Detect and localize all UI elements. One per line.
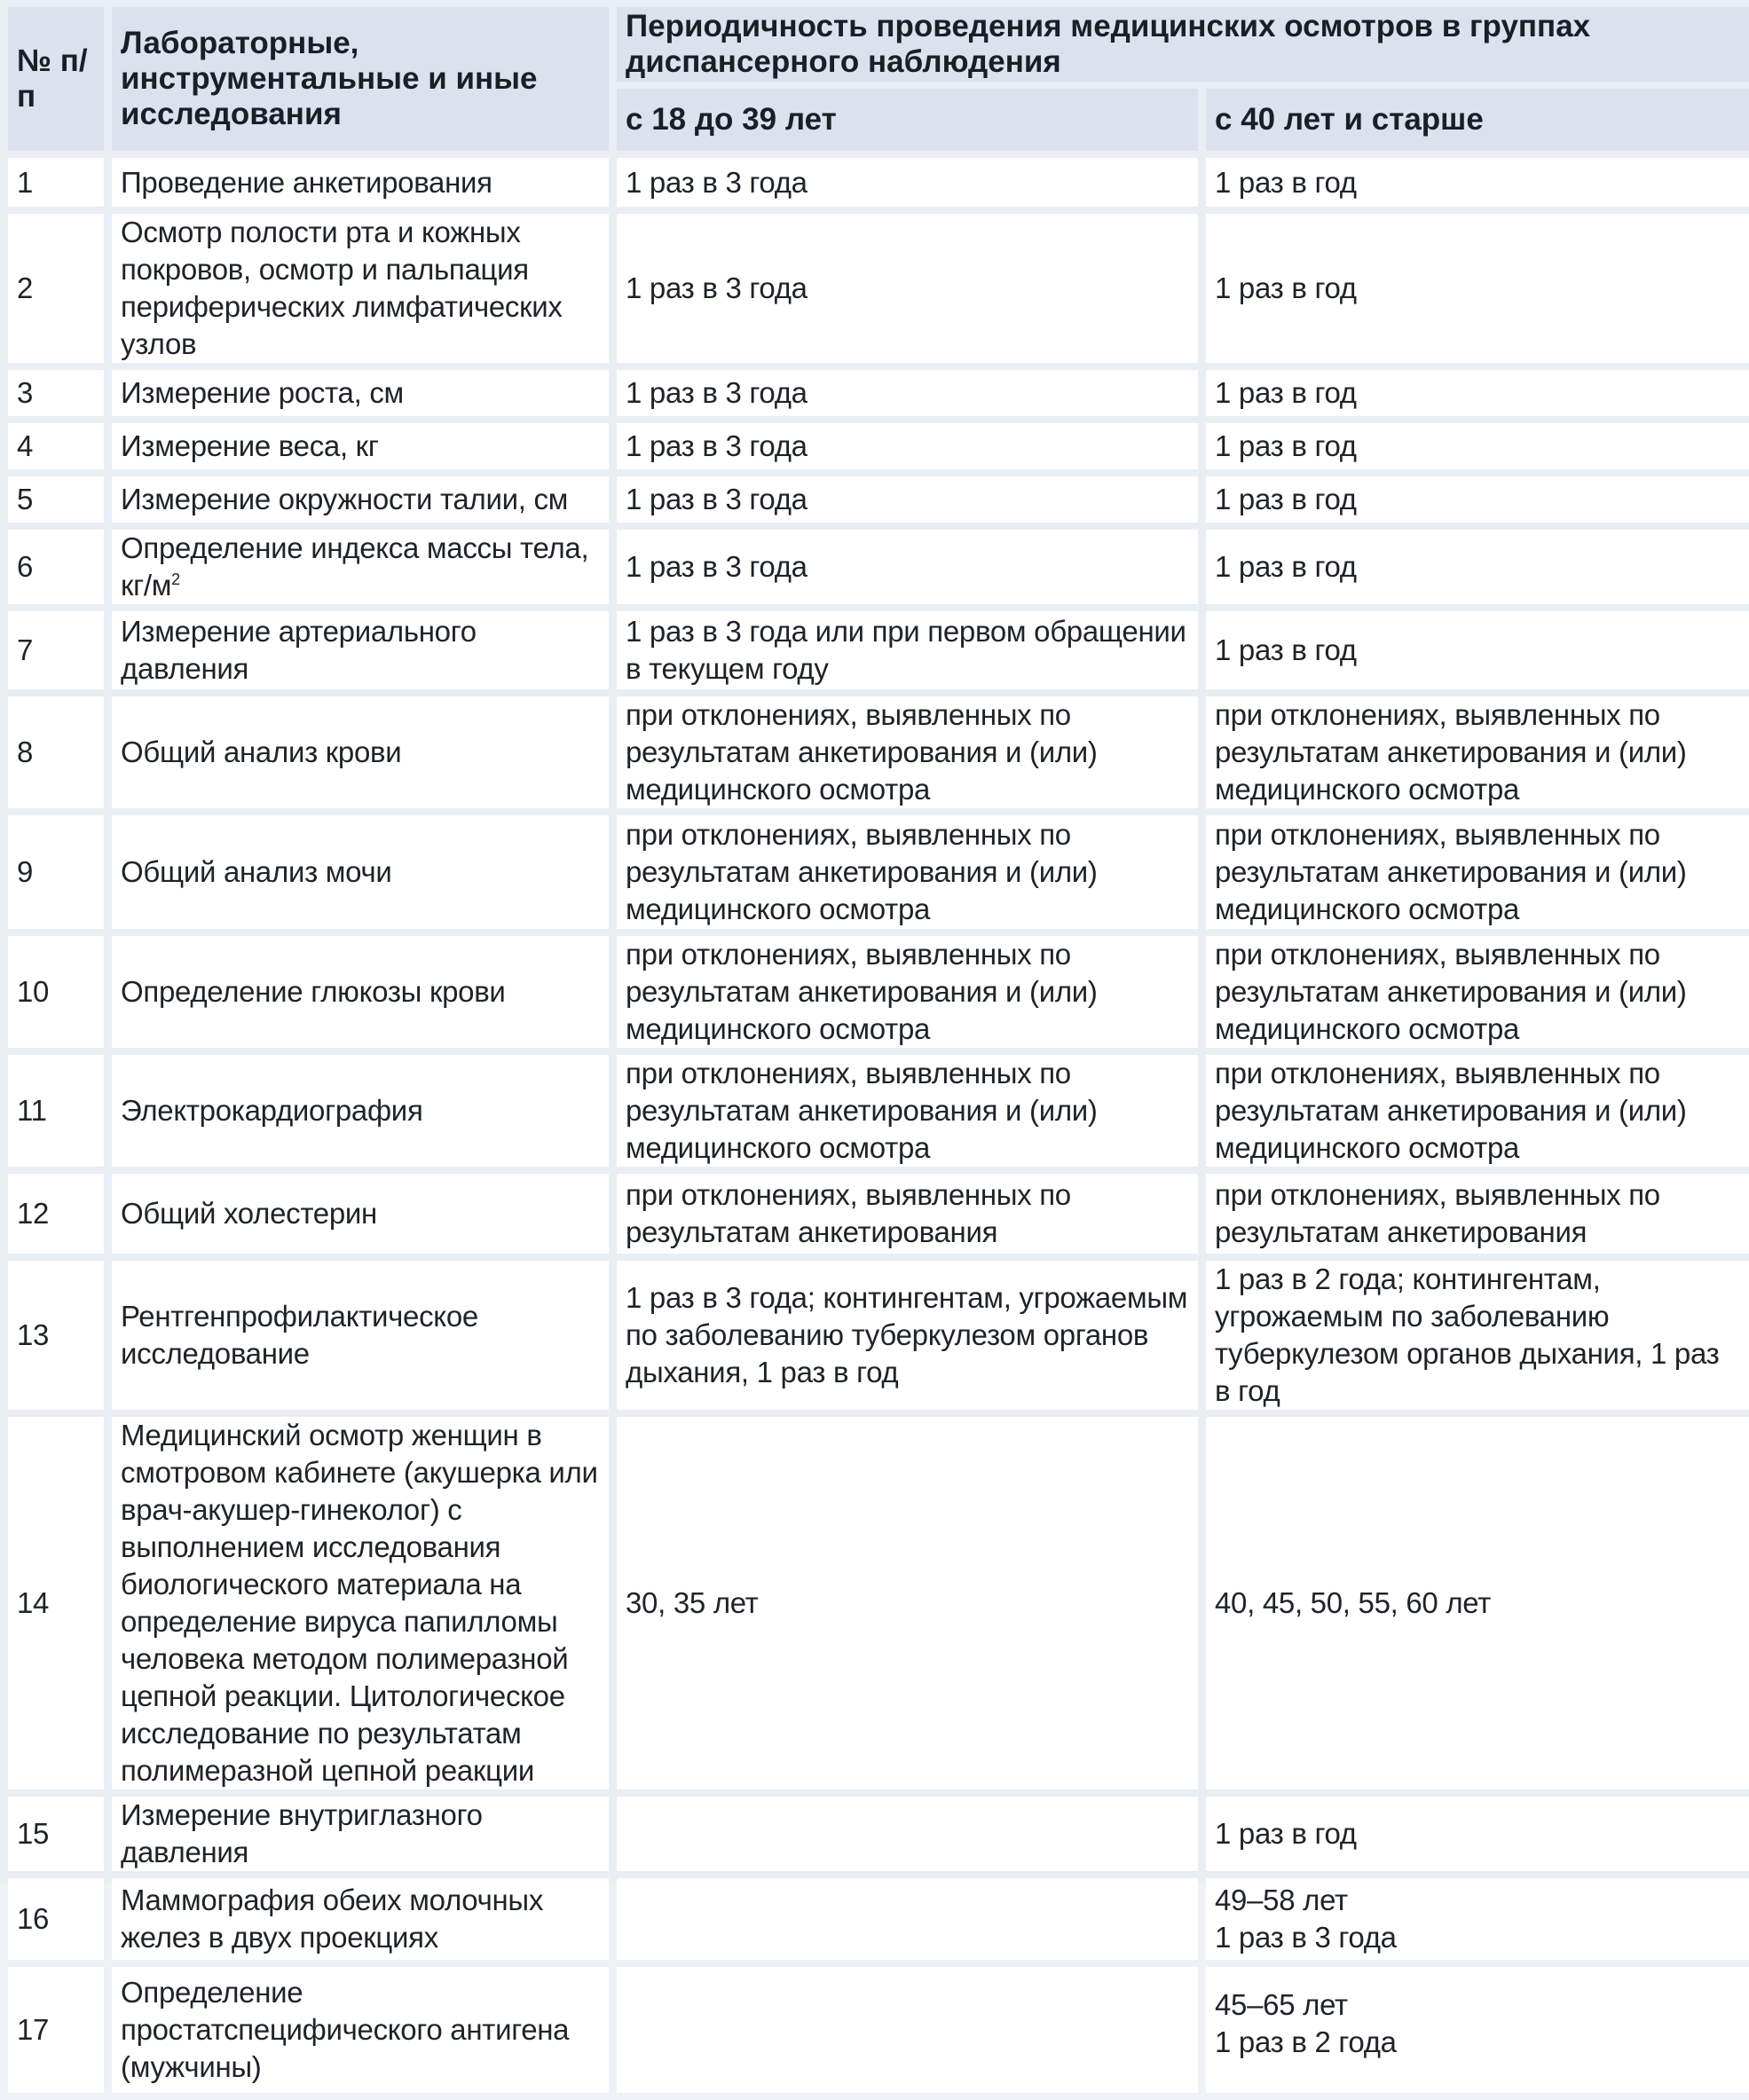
row-examination: Определение простатспецифического антигена (мужчины) [112, 1967, 609, 2093]
table-row [8, 1967, 1749, 2093]
row-period-40-plus: 1 раз в год [1206, 1797, 1749, 1871]
row-examination: Измерение внутриглазного давления [112, 1797, 609, 1871]
table-row [8, 1878, 1749, 1960]
row-period-18-39: 1 раз в 3 года [617, 370, 1198, 416]
row-number: 8 [8, 696, 104, 808]
row-number: 10 [8, 936, 104, 1048]
table-row [8, 530, 1749, 604]
row-period-18-39: 1 раз в 3 года [617, 158, 1198, 207]
row-period-18-39: 1 раз в 3 года [617, 214, 1198, 363]
row-examination: Общий анализ крови [112, 696, 609, 808]
table-row [8, 1797, 1749, 1871]
row-period-18-39 [617, 1967, 1198, 2093]
row-period-18-39: 1 раз в 3 года [617, 530, 1198, 604]
row-period-40-plus [1206, 1967, 1749, 2093]
row-number: 12 [8, 1174, 104, 1254]
row-period-18-39: 1 раз в 3 года; контингентам, угрожаемым по заболеванию туберкулезом органов дыхания, 1 раз в год [617, 1261, 1198, 1410]
row-period-18-39: при отклонениях, выявленных по результатам анкетирования и (или) медицинского осмотра [617, 696, 1198, 808]
row-number: 3 [8, 370, 104, 416]
row-period-40-plus: 1 раз в год [1206, 476, 1749, 523]
table-row [8, 158, 1749, 207]
row-period-40-plus: 1 раз в год [1206, 158, 1749, 207]
row-period-40-plus: 1 раз в 2 года; контингентам, угрожаемым по заболеванию туберкулезом органов дыхания, 1 раз в год [1206, 1261, 1749, 1410]
row-period-18-39: при отклонениях, выявленных по результатам анкетирования [617, 1174, 1198, 1254]
header-age-18-39: с 18 до 39 лет [617, 89, 1198, 151]
row-examination: Измерение окружности талии, см [112, 476, 609, 523]
table-row [8, 370, 1749, 416]
row-period-18-39 [617, 1797, 1198, 1871]
header-examination: Лабораторные, инструментальные и иные исследования [112, 7, 609, 151]
table-row [8, 476, 1749, 523]
table-row [8, 815, 1749, 929]
row-examination: Измерение веса, кг [112, 423, 609, 469]
row-number: 17 [8, 1967, 104, 2093]
row-examination: Общий холестерин [112, 1174, 609, 1254]
row-number: 15 [8, 1797, 104, 1871]
row-period-18-39: при отклонениях, выявленных по результатам анкетирования и (или) медицинского осмотра [617, 815, 1198, 929]
header-periodicity: Периодичность проведения медицинских осмотров в группах диспансерного наблюдения [617, 7, 1749, 82]
row-period-40-plus: при отклонениях, выявленных по результатам анкетирования и (или) медицинского осмотра [1206, 936, 1749, 1048]
age-range: 49–58 лет [1215, 1884, 1348, 1916]
row-examination: Медицинский осмотр женщин в смотровом кабинете (акушерка или врач-акушер-гинеколог) с выполнением исследования биологического материала на определение вируса папилломы человека методом полимеразной цепной реакции. Цитологическое исследование по результатам полимеразной цепной реакции [112, 1417, 609, 1789]
row-period-40-plus: при отклонениях, выявленных по результатам анкетирования и (или) медицинского осмотра [1206, 1055, 1749, 1167]
table-row [8, 214, 1749, 363]
row-number: 16 [8, 1878, 104, 1960]
row-examination: Электрокардиография [112, 1055, 609, 1167]
table-row [8, 1174, 1749, 1254]
row-period-40-plus: при отклонениях, выявленных по результатам анкетирования и (или) медицинского осмотра [1206, 696, 1749, 808]
row-number: 1 [8, 158, 104, 207]
row-number: 2 [8, 214, 104, 363]
row-number: 9 [8, 815, 104, 929]
row-examination: Осмотр полости рта и кожных покровов, осмотр и пальпация периферических лимфатических узлов [112, 214, 609, 363]
row-period-40-plus: 40, 45, 50, 55, 60 лет [1206, 1417, 1749, 1789]
table-row [8, 611, 1749, 689]
row-number: 4 [8, 423, 104, 469]
row-period-18-39: 1 раз в 3 года [617, 423, 1198, 469]
frequency: 1 раз в 2 года [1215, 2025, 1397, 2058]
row-number: 7 [8, 611, 104, 689]
table-row [8, 696, 1749, 808]
row-number: 11 [8, 1055, 104, 1167]
row-examination [112, 530, 609, 604]
row-period-18-39 [617, 1878, 1198, 1960]
row-examination: Измерение артериального давления [112, 611, 609, 689]
row-examination: Маммография обеих молочных желез в двух проекциях [112, 1878, 609, 1960]
table-header [8, 7, 1749, 151]
row-period-40-plus: 1 раз в год [1206, 423, 1749, 469]
row-examination: Рентгенпрофилактическое исследование [112, 1261, 609, 1410]
age-range: 45–65 лет [1215, 1988, 1348, 2021]
row-period-18-39: при отклонениях, выявленных по результатам анкетирования и (или) медицинского осмотра [617, 1055, 1198, 1167]
frequency: 1 раз в 3 года [1215, 1921, 1397, 1954]
row-period-40-plus: 1 раз в год [1206, 611, 1749, 689]
row-period-40-plus: при отклонениях, выявленных по результатам анкетирования [1206, 1174, 1749, 1254]
row-examination: Измерение роста, см [112, 370, 609, 416]
row-examination: Проведение анкетирования [112, 158, 609, 207]
row-number: 6 [8, 530, 104, 604]
row-period-40-plus: 1 раз в год [1206, 370, 1749, 416]
row-number: 13 [8, 1261, 104, 1410]
row-period-40-plus: при отклонениях, выявленных по результатам анкетирования и (или) медицинского осмотра [1206, 815, 1749, 929]
header-age-40-plus: с 40 лет и старше [1206, 89, 1749, 151]
table-body [8, 158, 1749, 2093]
row-examination: Определение глюкозы крови [112, 936, 609, 1048]
table-row [8, 423, 1749, 469]
row-examination-text: Определение индекса массы тела, кг/м [121, 531, 589, 602]
row-period-40-plus: 1 раз в год [1206, 214, 1749, 363]
row-period-40-plus [1206, 1878, 1749, 1960]
header-number: № п/п [8, 7, 104, 151]
row-number: 5 [8, 476, 104, 523]
superscript-two: 2 [171, 570, 180, 588]
row-number: 14 [8, 1417, 104, 1789]
row-period-18-39: 1 раз в 3 года или при первом обращении в текущем году [617, 611, 1198, 689]
row-period-18-39: при отклонениях, выявленных по результатам анкетирования и (или) медицинского осмотра [617, 936, 1198, 1048]
row-period-40-plus: 1 раз в год [1206, 530, 1749, 604]
table-row [8, 1261, 1749, 1410]
row-period-18-39: 1 раз в 3 года [617, 476, 1198, 523]
row-examination: Общий анализ мочи [112, 815, 609, 929]
table-row [8, 1417, 1749, 1789]
table-row [8, 936, 1749, 1048]
row-period-18-39: 30, 35 лет [617, 1417, 1198, 1789]
table-row [8, 1055, 1749, 1167]
